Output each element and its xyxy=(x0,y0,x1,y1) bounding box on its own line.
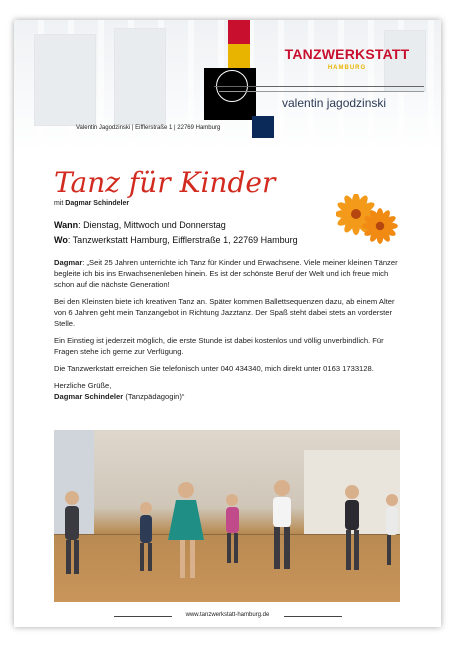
paragraph: Die Tanzwerkstatt erreichen Sie telefonisch unter 040 434340, mich direkt unter 0163 1733128. xyxy=(54,364,374,373)
logo-yellow-block xyxy=(228,44,250,68)
letter-body xyxy=(54,257,404,408)
signature-role: (Tanzpädagogin)“ xyxy=(123,392,185,401)
signature xyxy=(54,391,404,402)
when-label: Wann xyxy=(54,220,79,230)
where-line xyxy=(54,235,298,245)
dance-class-photo xyxy=(54,430,400,602)
where-value: : Tanzwerkstatt Hamburg, Eifflerstraße 1, 22769 Hamburg xyxy=(67,235,298,245)
flyer-page xyxy=(14,20,441,627)
paragraph: Ein Einstieg ist jederzeit möglich, die erste Stunde ist dabei kostenlos und völlig unverbindlich. Für Fragen stehe ich gerne zur Verfügung. xyxy=(54,336,384,356)
logo-navy-block xyxy=(252,116,274,138)
subtitle-prefix: mit xyxy=(54,200,64,207)
window-pane xyxy=(114,28,166,125)
greeting: Herzliche Grüße, xyxy=(54,381,112,390)
owner-name: valentin jagodzinski xyxy=(282,96,387,110)
where-label: Wo xyxy=(54,235,68,245)
paragraph-text: : „Seit 25 Jahren unterrichte ich Tanz für Kinder und Erwachsene. Viele meiner kleinen Tänzer begleite ich bis ins Erwachsenenleben hinein. Es ist der schönste Beruf der Welt und ich freue mich schon auf die nächste Generation! xyxy=(54,258,398,289)
flower-icon xyxy=(336,194,398,246)
subtitle-name: Dagmar Schindeler xyxy=(65,200,130,207)
page-title: Tanz für Kinder xyxy=(54,166,276,199)
brand-city: HAMBURG xyxy=(327,65,367,71)
logo-line xyxy=(219,91,424,92)
logo-line xyxy=(214,86,424,87)
footer-url: www.tanzwerkstatt-hamburg.de xyxy=(185,612,270,618)
speaker-name: Dagmar xyxy=(54,258,83,267)
brand-name: TANZWERKSTATT xyxy=(284,46,410,62)
paragraph: Bei den Kleinsten biete ich kreativen Tanz an. Später kommen Ballettsequenzen dazu, ab einem Alter von 6 Jahren geht mein Tanzangebot in Richtung Jazztanz. Der Spaß steht dabei stets an vorderster Stelle. xyxy=(54,297,395,328)
signature-name: Dagmar Schindeler xyxy=(54,392,124,401)
window-pane xyxy=(34,34,96,126)
when-value: : Dienstag, Mittwoch und Donnerstag xyxy=(78,220,226,230)
sender-address: Valentin Jagodzinski | Eifflerstraße 1 | 22769 Hamburg xyxy=(76,125,221,131)
photo-dancers xyxy=(54,430,400,602)
subtitle xyxy=(54,200,129,207)
when-line xyxy=(54,220,226,230)
logo-red-block xyxy=(228,20,250,44)
paragraph xyxy=(54,257,404,290)
